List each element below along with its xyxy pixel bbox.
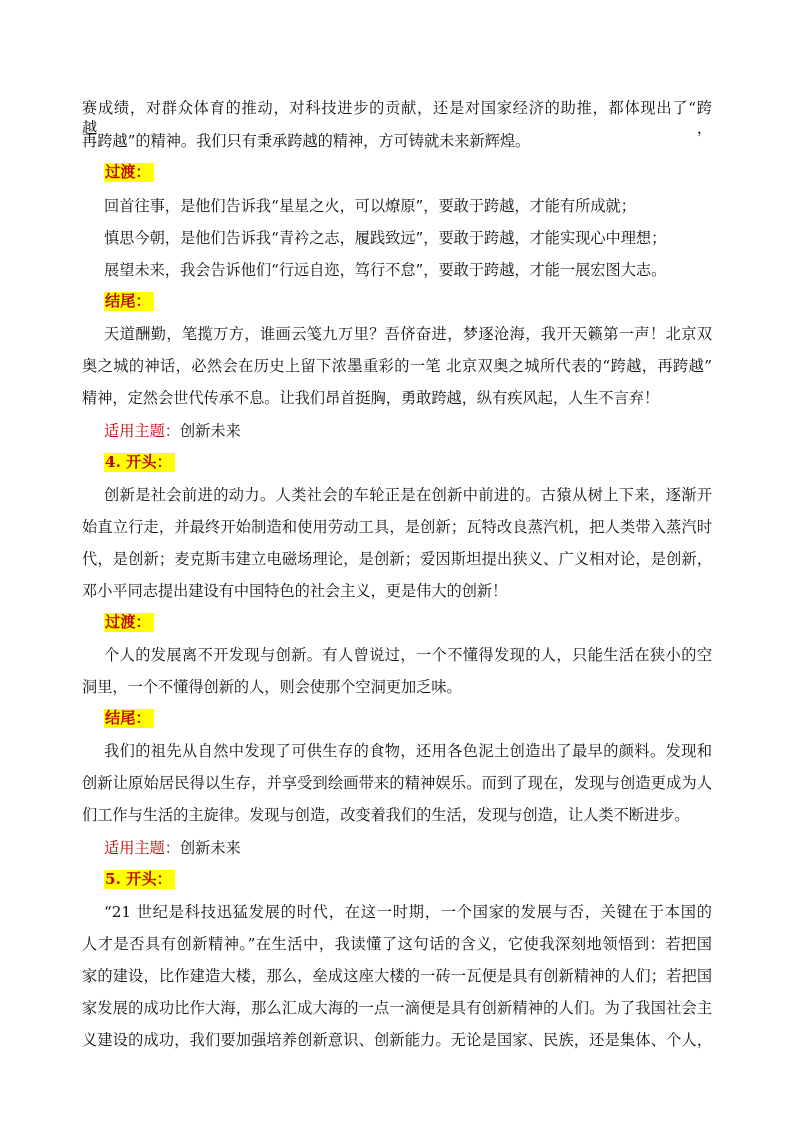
transition-label: 过渡： (104, 613, 154, 632)
paragraph-line: 回首往事，是他们告诉我“星星之火，可以燎原”，要敢于跨越，才能有所成就； (104, 197, 636, 215)
paragraph-line: 洞里，一个不懂得创新的人，则会使那个空洞更加乏味。 (82, 678, 462, 696)
ending-label: 结尾： (104, 292, 154, 311)
paragraph-line: 慎思今朝，是他们告诉我“青衿之志，履践致远”，要敢于跨越，才能实现心中理想； (104, 229, 667, 247)
paragraph-line: 们工作与生活的主旋律。发现与创造，改变着我们的生活，发现与创造，让人类不断进步。 (82, 806, 690, 824)
paragraph-line: 天道酬勤，笔揽万方，谁画云笺九万里？吾侪奋进，梦逐沧海，我开天籁第一声！北京双 (104, 325, 712, 343)
theme-label: 适用主题： (104, 839, 180, 857)
applicable-theme (104, 421, 241, 441)
transition-label: 过渡： (104, 163, 154, 182)
paragraph-line: 始直立行走，并最终开始制造和使用劳动工具，是创新；瓦特改良蒸汽机，把人类带入蒸汽时 (82, 518, 712, 536)
paragraph-line: 代，是创新；麦克斯韦建立电磁场理论，是创新；爱因斯坦提出狭义、广义相对论，是创新， (82, 550, 712, 568)
paragraph-line: 邓小平同志提出建设有中国特色的社会主义，更是伟大的创新！ (82, 582, 508, 600)
paragraph-line: 义建设的成功，我们要加强培养创新意识、创新能力。无论是国家、民族，还是集体、个人， (82, 1031, 712, 1049)
paragraph-line: 再跨越”的精神。我们只有秉承跨越的精神，方可铸就未来新辉煌。 (82, 132, 531, 150)
paragraph-line: 奥之城的神话，必然会在历史上留下浓墨重彩的一笔 北京双奥之城所代表的“跨越，再跨越” (82, 357, 712, 375)
paragraph-line: “21 世纪是科技迅猛发展的时代，在这一时期，一个国家的发展与否，关键在于本国的 (104, 903, 712, 921)
theme-value: 创新未来 (179, 839, 241, 857)
theme-value: 创新未来 (179, 422, 241, 440)
paragraph-line: 创新让原始居民得以生存，并享受到绘画带来的精神娱乐。而到了现在，发现与创造更成为人 (82, 774, 712, 792)
paragraph-line: 家的建设，比作建造大楼，那么，垒成这座大楼的一砖一瓦便是具有创新精神的人们；若把国 (82, 967, 712, 985)
applicable-theme (104, 838, 241, 858)
paragraph-line: 展望未来，我会告诉他们“行远自迩，笃行不怠”，要敢于跨越，才能一展宏图大志。 (104, 261, 667, 279)
paragraph-line: 家发展的成功比作大海，那么汇成大海的一点一滴便是具有创新精神的人们。为了我国社会主 (82, 999, 712, 1017)
paragraph-line: 赛成绩，对群众体育的推动，对科技进步的贡献，还是对国家经济的助推，都体现出了“跨越， (82, 99, 712, 137)
paragraph-line: 创新是社会前进的动力。人类社会的车轮正是在创新中前进的。古猿从树上下来，逐渐开 (104, 486, 712, 504)
paragraph-line: 我们的祖先从自然中发现了可供生存的食物，还用各色泥土创造出了最早的颜料。发现和 (104, 742, 712, 760)
opening-label: 5. 开头： (104, 870, 175, 889)
paragraph-line: 人才是否具有创新精神。”在生活中，我读懂了这句话的含义，它使我深刻地领悟到：若把国 (82, 935, 712, 953)
opening-label: 4. 开头： (104, 453, 175, 472)
paragraph-line: 个人的发展离不开发现与创新。有人曾说过，一个不懂得发现的人，只能生活在狭小的空 (104, 646, 712, 664)
theme-label: 适用主题： (104, 422, 180, 440)
ending-label: 结尾： (104, 709, 154, 728)
paragraph-line: 精神，定然会世代传承不息。让我们昂首挺胸，勇敢跨越，纵有疾风起，人生不言弃！ (82, 389, 660, 407)
